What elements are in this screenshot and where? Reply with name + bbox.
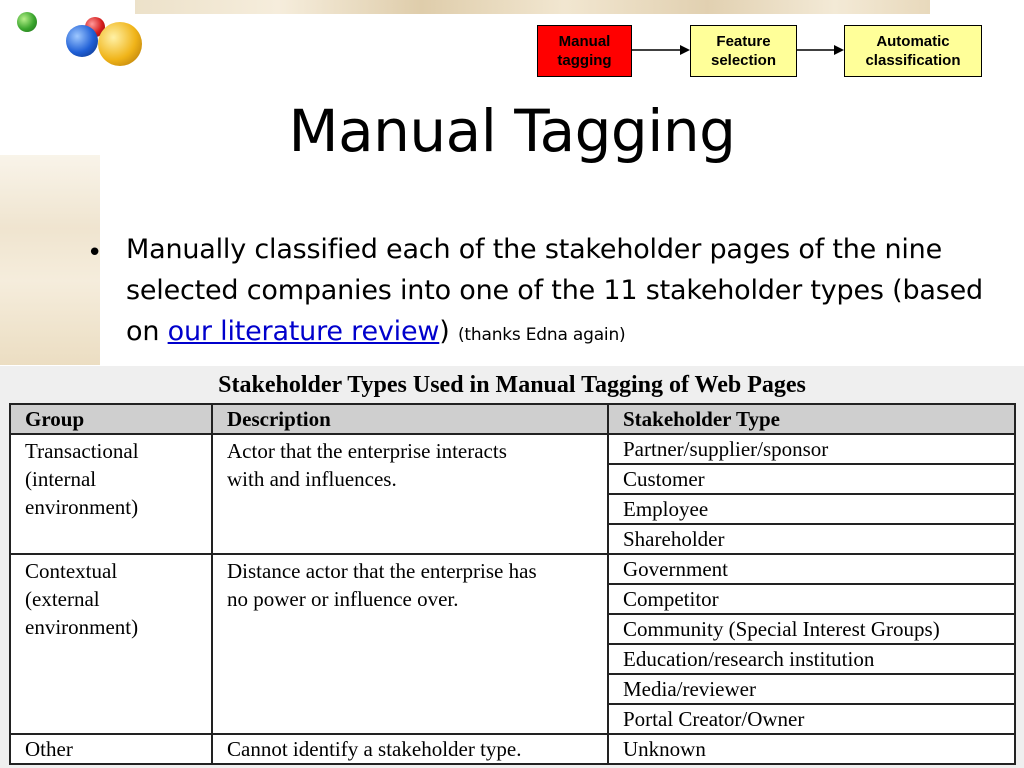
column-header: Group — [10, 404, 212, 434]
flow-step-label: Automatic classification — [865, 33, 961, 69]
bullet-icon: • — [87, 238, 103, 268]
bullet-text: Manually classified each of the stakeholder pages of the nine selected companies into one of the 11 stakeholder types (based on — [126, 234, 983, 347]
column-header: Stakeholder Type — [608, 404, 1015, 434]
stakeholder-type-cell: Employee — [608, 494, 1015, 524]
stakeholder-table — [9, 403, 1016, 765]
table-row — [10, 734, 1015, 764]
description-cell: Cannot identify a stakeholder type. — [212, 734, 608, 764]
flow-step-manual-tagging — [537, 25, 632, 77]
table-row — [10, 554, 1015, 584]
group-cell: Other — [10, 734, 212, 764]
yellow-ball-icon — [98, 22, 142, 66]
flow-step-label: Manual tagging — [557, 33, 612, 69]
bullet-note: (thanks Edna again) — [458, 325, 626, 345]
arrow-right-icon — [632, 44, 690, 56]
description-cell: Distance actor that the enterprise has no power or influence over. — [212, 554, 608, 734]
paper-texture-left — [0, 155, 103, 365]
stakeholder-type-cell: Portal Creator/Owner — [608, 704, 1015, 734]
blue-ball-icon — [66, 25, 98, 57]
stakeholder-type-cell: Partner/supplier/sponsor — [608, 434, 1015, 464]
stakeholder-type-cell: Government — [608, 554, 1015, 584]
table-title: Stakeholder Types Used in Manual Tagging of Web Pages — [218, 372, 806, 398]
group-cell: Contextual (external environment) — [10, 554, 212, 734]
stakeholder-type-cell: Customer — [608, 464, 1015, 494]
stakeholder-type-cell: Shareholder — [608, 524, 1015, 554]
green-ball-icon — [17, 12, 37, 32]
paper-texture-top — [135, 0, 930, 14]
bullet-paragraph — [126, 229, 1006, 356]
group-cell: Transactional (internal environment) — [10, 434, 212, 554]
stakeholder-type-cell: Education/research institution — [608, 644, 1015, 674]
flow-step-label: Feature selection — [710, 33, 777, 69]
flow-step-automatic-classification — [844, 25, 982, 77]
stakeholder-type-cell: Competitor — [608, 584, 1015, 614]
literature-review-link[interactable]: our literature review — [167, 316, 440, 347]
stakeholder-type-cell: Community (Special Interest Groups) — [608, 614, 1015, 644]
arrow-right-icon — [797, 44, 844, 56]
stakeholder-type-cell: Unknown — [608, 734, 1015, 764]
slide-title: Manual Tagging — [288, 97, 736, 165]
table-header-row — [10, 404, 1015, 434]
flow-step-feature-selection — [690, 25, 797, 77]
column-header: Description — [212, 404, 608, 434]
stakeholder-type-cell: Media/reviewer — [608, 674, 1015, 704]
bullet-text-after: ) — [439, 316, 458, 347]
table-row — [10, 434, 1015, 464]
description-cell: Actor that the enterprise interacts with and influences. — [212, 434, 608, 554]
